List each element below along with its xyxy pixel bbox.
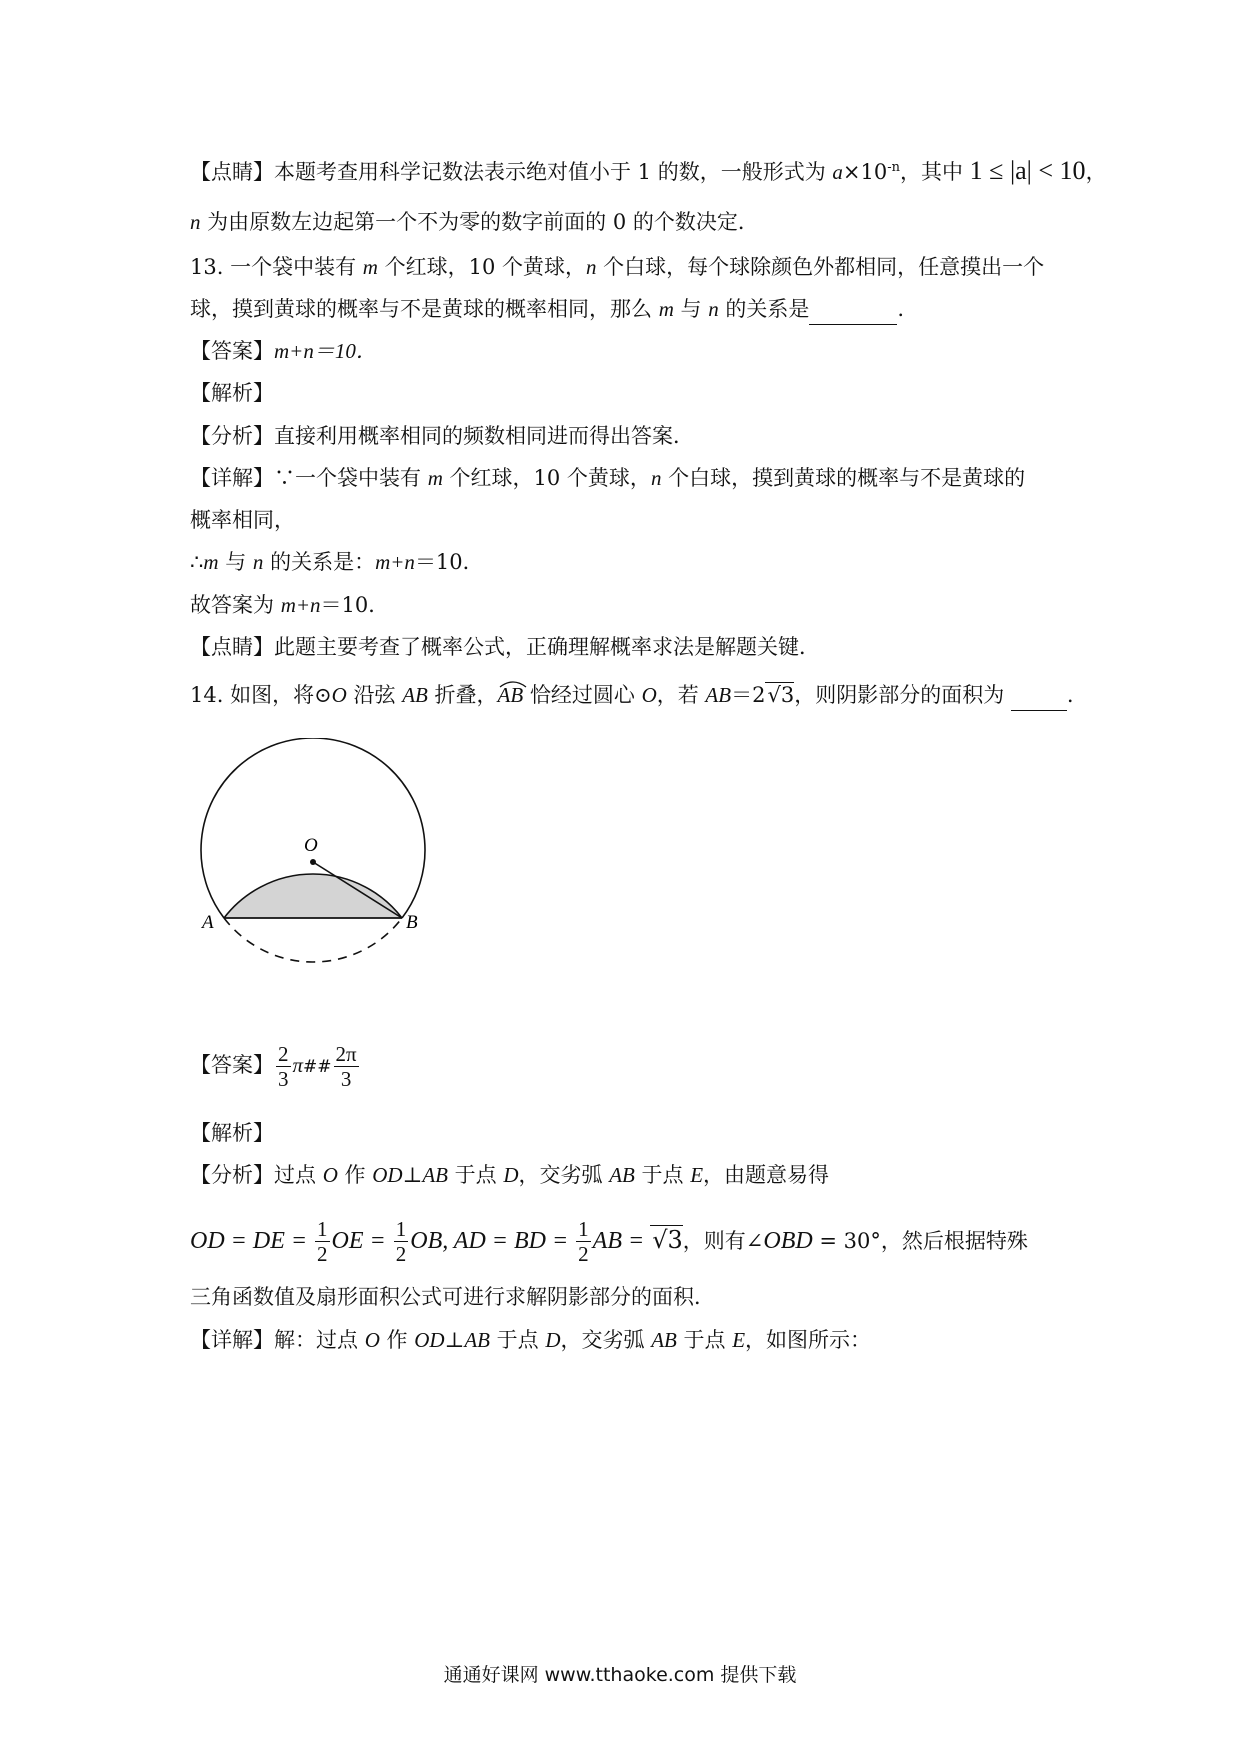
q13-fenxi: 【分析】直接利用概率相同的频数相同进而得出答案． (190, 424, 694, 448)
q13-xiangjie-3: ∴m 与 n 的关系是：m+n＝10． (190, 550, 484, 574)
q14-fenxi-equation: OD = DE = $\frac{1}{2}$ OE = $\frac{1}{2}$ OB, AD = BD = $\frac{1}{2}$ AB = √3，则有∠OBD = 30°，然后根据特殊 (190, 1217, 1028, 1266)
label-a: A (202, 912, 214, 933)
sqrt-3: √3 (767, 683, 795, 707)
folded-circle-figure (190, 738, 450, 978)
dianjing-line-1: 【点睛】本题考查用科学记数法表示绝对值小于 1 的数，一般形式为 $a\times 10^{-n}$，其中 1 ≤ |a| < 10， (190, 156, 1107, 185)
fraction-2-3: $\frac{2}{3}$ (278, 1042, 289, 1091)
q14-answer: 【答案】 $\frac{2}{3}$ π## $\frac{2\pi}{3}$ (190, 1042, 357, 1091)
label-o: O (304, 835, 318, 856)
q13-answer: 【答案】m+n＝10． (190, 339, 377, 363)
sqrt-3-b: √3 (652, 1226, 683, 1254)
center-point (310, 859, 316, 865)
shaded-region (224, 874, 402, 918)
q14-xiangjie: 【详解】解：过点 O 作 OD⊥AB 于点 D，交劣弧 AB 于点 E，如图所示： (190, 1328, 872, 1352)
arc-mark-icon (499, 680, 527, 688)
label-b: B (406, 912, 418, 933)
arc-ab: AB (498, 683, 524, 707)
q14-fenxi-3: 三角函数值及扇形面积公式可进行求解阴影部分的面积． (190, 1285, 715, 1309)
q13-line-1: 13. 一个袋中装有 m 个红球，10 个黄球，n 个白球，每个球除颜色外都相同，任意摸出一个 (190, 255, 1045, 279)
dashed-arc (224, 918, 402, 962)
q13-xiangjie-1: 【详解】∵一个袋中装有 m 个红球，10 个黄球，n 个白球，摸到黄球的概率与不是黄球的 (190, 466, 1026, 490)
q13-xiangjie-2: 概率相同， (190, 508, 295, 532)
q14-fenxi-1: 【分析】过点 O 作 OD⊥AB 于点 D，交劣弧 AB 于点 E，由题意易得 (190, 1163, 830, 1187)
dianjing-line-2: n 为由原数左边起第一个不为零的数字前面的 0 的个数决定． (190, 210, 759, 234)
fraction-2pi-3: $\frac{2\pi}{3}$ (335, 1042, 357, 1091)
half-2: $\frac{1}{2}$ (395, 1217, 407, 1266)
q13-dianjing: 【点睛】此题主要考查了概率公式，正确理解概率求法是解题关键． (190, 635, 820, 659)
answer-blank (809, 294, 897, 325)
half-1: $\frac{1}{2}$ (317, 1217, 328, 1266)
answer-blank-14 (1011, 680, 1067, 711)
q13-jiexi: 【解析】 (190, 381, 274, 405)
q14-jiexi: 【解析】 (190, 1121, 274, 1145)
footer: 通通好课网 www.tthaoke.com 提供下载 (443, 1664, 797, 1686)
half-3: $\frac{1}{2}$ (578, 1217, 589, 1266)
q13-line-2: 球，摸到黄球的概率与不是黄球的概率相同，那么 m 与 n 的关系是 . (190, 294, 904, 325)
q13-xiangjie-4: 故答案为 m+n＝10． (190, 593, 390, 617)
q14-line-1: 14. 如图，将⊙O 沿弦 AB 折叠，AB 恰经过圆心 O，若 AB＝2√3，则阴影部分的面积为 . (190, 680, 1074, 711)
